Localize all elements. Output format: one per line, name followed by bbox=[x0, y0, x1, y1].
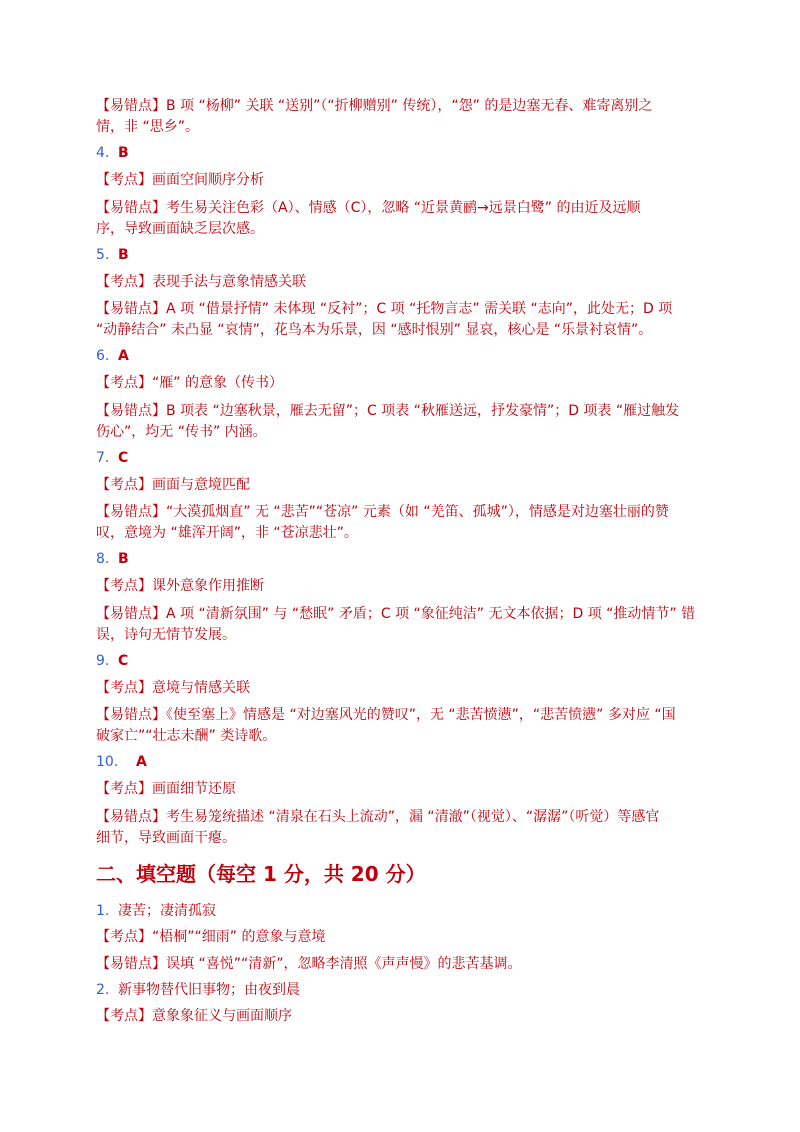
q9-answer-letter: C bbox=[118, 653, 129, 669]
q5-error-point-line1: 【易错点】A 项 “借景抒情” 未体现 “反衬”；C 项 “托物言志” 需关联 “志向”，此处无；D 项 bbox=[96, 301, 673, 317]
q9-number: 9. bbox=[96, 653, 110, 669]
q4-error-point-line1: 【易错点】考生易关注色彩（A）、情感（C），忽略 “近景黄鹂→远景白鹭” 的由近及远顺 bbox=[96, 200, 641, 216]
q10-answer-letter: A bbox=[136, 754, 147, 770]
q9-exam-point: 【考点】意境与情感关联 bbox=[96, 680, 250, 696]
q3-error-point-line1: 【易错点】B 项 “杨柳” 关联 “送别”（“折柳赠别” 传统），“怨” 的是边塞无春、难寄离别之 bbox=[96, 98, 653, 114]
q4-exam-point: 【考点】画面空间顺序分析 bbox=[96, 172, 264, 188]
q7-error-point-line1: 【易错点】“大漠孤烟直” 无 “悲苦”“苍凉” 元素（如 “羌笛、孤城”），情感是对边塞壮丽的赞 bbox=[96, 504, 669, 520]
q10-answer bbox=[96, 752, 147, 773]
q10-number: 10. bbox=[96, 754, 119, 770]
q9-error-point-line2: 破家亡”“壮志未酬” 类诗歌。 bbox=[96, 728, 277, 744]
q5-answer bbox=[96, 245, 129, 266]
fill2-answer-text: 新事物替代旧事物；由夜到晨 bbox=[118, 982, 300, 998]
fill2-number: 2. bbox=[96, 982, 110, 998]
q6-answer bbox=[96, 346, 129, 367]
q5-error-point-line2: “动静结合” 未凸显 “哀情”，花鸟本为乐景，因 “感时恨别” 显哀，核心是 “乐景衬哀情”。 bbox=[96, 322, 653, 338]
q8-error-point-line1: 【易错点】A 项 “清新氛围” 与 “愁眠” 矛盾；C 项 “象征纯洁” 无文本依据；D 项 “推动情节” 错 bbox=[96, 606, 696, 622]
q5-number: 5. bbox=[96, 247, 110, 263]
q7-number: 7. bbox=[96, 450, 110, 466]
q5-exam-point: 【考点】表现手法与意象情感关联 bbox=[96, 274, 306, 290]
q10-exam-point: 【考点】画面细节还原 bbox=[96, 781, 236, 797]
fill2-exam-point: 【考点】意象象征义与画面顺序 bbox=[96, 1008, 292, 1024]
q7-answer bbox=[96, 448, 128, 469]
q10-error-point-line1: 【易错点】考生易笼统描述 “清泉在石头上流动”，漏 “清澈”（视觉）、“潺潺”（听觉）等感官 bbox=[96, 809, 660, 825]
q4-number: 4. bbox=[96, 145, 110, 161]
q4-error-point-line2: 序，导致画面缺乏层次感。 bbox=[96, 221, 264, 237]
fill1-exam-point: 【考点】“梧桐”“细雨” 的意象与意境 bbox=[96, 929, 326, 945]
q8-answer-letter: B bbox=[118, 551, 129, 567]
q9-answer bbox=[96, 651, 128, 672]
fill1-error-point: 【易错点】误填 “喜悦”“清新”，忽略李清照《声声慢》的悲苦基调。 bbox=[96, 956, 522, 972]
q8-answer bbox=[96, 549, 129, 570]
q6-error-point-line1: 【易错点】B 项表 “边塞秋景，雁去无留”；C 项表 “秋雁送远，抒发豪情”；D 项表 “雁过触发 bbox=[96, 403, 680, 419]
q7-answer-letter: C bbox=[118, 450, 129, 466]
q6-error-point-line2: 伤心”，均无 “传书” 内涵。 bbox=[96, 424, 267, 440]
q8-exam-point: 【考点】课外意象作用推断 bbox=[96, 578, 264, 594]
q9-error-point-line1: 【易错点】《使至塞上》情感是 “对边塞风光的赞叹”，无 “悲苦愤懑”，“悲苦愤懑” 多对应 “国 bbox=[96, 707, 676, 723]
q4-answer bbox=[96, 143, 129, 164]
section-heading-fill-in: 二、填空题（每空 1 分，共 20 分） bbox=[96, 862, 426, 886]
fill1-number: 1. bbox=[96, 903, 110, 919]
fill1-answer bbox=[96, 901, 216, 922]
q8-error-point-line2: 误，诗句无情节发展。 bbox=[96, 627, 236, 643]
q8-number: 8. bbox=[96, 551, 110, 567]
fill1-answer-text: 凄苦；凄清孤寂 bbox=[118, 903, 216, 919]
q10-error-point-line2: 细节，导致画面干瘪。 bbox=[96, 830, 236, 846]
fill2-answer bbox=[96, 980, 300, 1001]
q3-error-point-line2: 情，非 “思乡”。 bbox=[96, 119, 199, 135]
q5-answer-letter: B bbox=[118, 247, 129, 263]
q6-exam-point: 【考点】“雁” 的意象（传书） bbox=[96, 375, 283, 391]
q6-number: 6. bbox=[96, 348, 110, 364]
q6-answer-letter: A bbox=[118, 348, 129, 364]
q7-exam-point: 【考点】画面与意境匹配 bbox=[96, 477, 250, 493]
q4-answer-letter: B bbox=[118, 145, 129, 161]
q7-error-point-line2: 叹，意境为 “雄浑开阔”，非 “苍凉悲壮”。 bbox=[96, 525, 358, 541]
